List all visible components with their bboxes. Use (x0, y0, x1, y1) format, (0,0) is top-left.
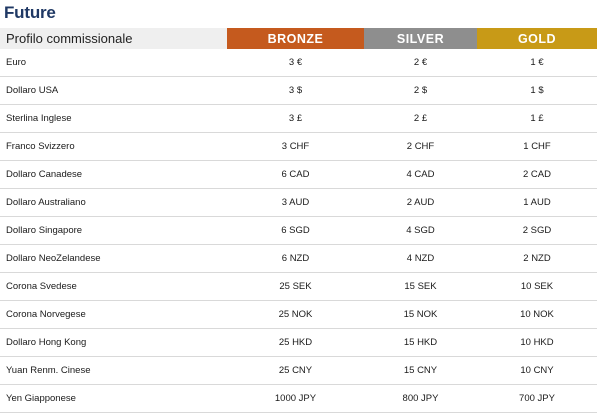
bronze-fee: 3 £ (227, 105, 364, 133)
silver-fee: 800 JPY (364, 385, 477, 413)
bronze-fee: 3 CHF (227, 133, 364, 161)
gold-fee: 10 HKD (477, 329, 597, 357)
bronze-fee: 6 SGD (227, 217, 364, 245)
gold-fee: 10 CNY (477, 357, 597, 385)
bronze-fee: 25 HKD (227, 329, 364, 357)
silver-fee: 4 NZD (364, 245, 477, 273)
bronze-fee: 25 CNY (227, 357, 364, 385)
gold-fee: 1 $ (477, 77, 597, 105)
table-row (0, 217, 597, 245)
currency-name: Dollaro USA (0, 77, 227, 105)
table-body (0, 49, 597, 413)
bronze-fee: 1000 JPY (227, 385, 364, 413)
bronze-fee: 3 $ (227, 77, 364, 105)
silver-fee: 15 CNY (364, 357, 477, 385)
page-title: Future (4, 3, 56, 22)
silver-fee: 15 HKD (364, 329, 477, 357)
currency-name: Dollaro Singapore (0, 217, 227, 245)
currency-name: Dollaro Canadese (0, 161, 227, 189)
currency-name: Dollaro Australiano (0, 189, 227, 217)
table-row (0, 77, 597, 105)
table-header (0, 28, 597, 49)
table-row (0, 105, 597, 133)
table-row (0, 357, 597, 385)
gold-fee: 1 £ (477, 105, 597, 133)
silver-fee: 2 AUD (364, 189, 477, 217)
silver-fee: 4 SGD (364, 217, 477, 245)
bronze-fee: 6 NZD (227, 245, 364, 273)
header-silver: SILVER (364, 28, 477, 49)
bronze-fee: 25 SEK (227, 273, 364, 301)
gold-fee: 2 SGD (477, 217, 597, 245)
gold-fee: 10 NOK (477, 301, 597, 329)
silver-fee: 2 CHF (364, 133, 477, 161)
silver-fee: 15 SEK (364, 273, 477, 301)
table-row (0, 189, 597, 217)
silver-fee: 15 NOK (364, 301, 477, 329)
bronze-fee: 25 NOK (227, 301, 364, 329)
currency-name: Corona Norvegese (0, 301, 227, 329)
header-profile-label: Profilo commissionale (0, 28, 227, 49)
currency-name: Yen Giapponese (0, 385, 227, 413)
table-row (0, 273, 597, 301)
gold-fee: 2 NZD (477, 245, 597, 273)
currency-name: Yuan Renm. Cinese (0, 357, 227, 385)
silver-fee: 4 CAD (364, 161, 477, 189)
bronze-fee: 6 CAD (227, 161, 364, 189)
table-row (0, 49, 597, 77)
gold-fee: 10 SEK (477, 273, 597, 301)
currency-name: Franco Svizzero (0, 133, 227, 161)
silver-fee: 2 £ (364, 105, 477, 133)
table-row (0, 301, 597, 329)
currency-name: Dollaro NeoZelandese (0, 245, 227, 273)
gold-fee: 1 AUD (477, 189, 597, 217)
table-row (0, 385, 597, 413)
bronze-fee: 3 € (227, 49, 364, 77)
bronze-fee: 3 AUD (227, 189, 364, 217)
header-gold: GOLD (477, 28, 597, 49)
gold-fee: 1 € (477, 49, 597, 77)
table-row (0, 161, 597, 189)
table-row (0, 329, 597, 357)
table-row (0, 133, 597, 161)
currency-name: Corona Svedese (0, 273, 227, 301)
gold-fee: 1 CHF (477, 133, 597, 161)
currency-name: Sterlina Inglese (0, 105, 227, 133)
gold-fee: 700 JPY (477, 385, 597, 413)
currency-name: Euro (0, 49, 227, 77)
commission-table (0, 28, 597, 413)
currency-name: Dollaro Hong Kong (0, 329, 227, 357)
table-row (0, 245, 597, 273)
silver-fee: 2 € (364, 49, 477, 77)
gold-fee: 2 CAD (477, 161, 597, 189)
header-bronze: BRONZE (227, 28, 364, 49)
silver-fee: 2 $ (364, 77, 477, 105)
